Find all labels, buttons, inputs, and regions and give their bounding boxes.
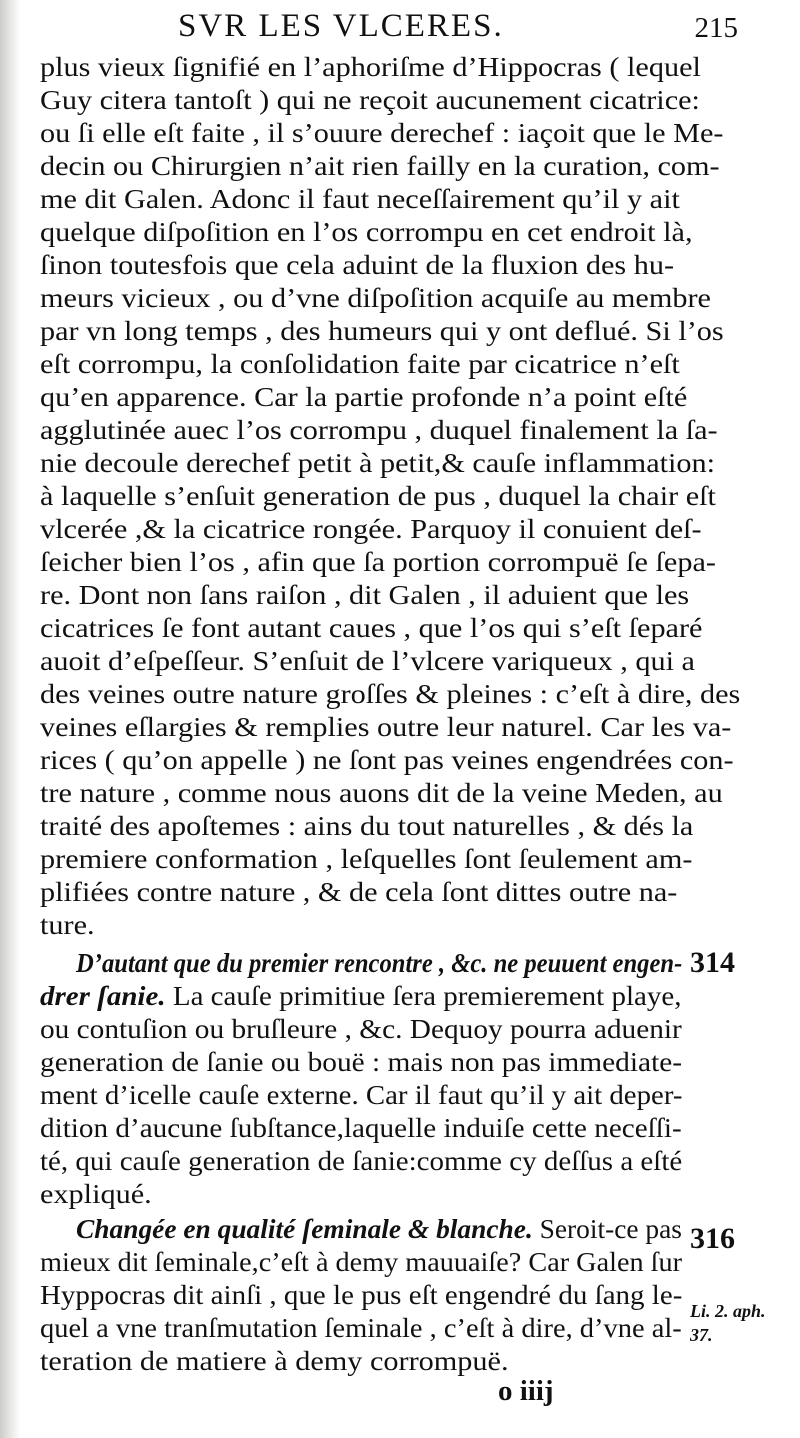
- text-line: rices ( qu’on appelle ) ne ſont pas veines engendrées con-: [40, 745, 734, 775]
- text-line: generation de ſanie ou bouë : mais non pas immediate-: [40, 1047, 683, 1077]
- margin-note: 37.: [690, 1325, 713, 1345]
- text-line: plifiées contre nature , & de cela ſont dittes outre na-: [40, 877, 678, 907]
- text-line: veines eſlargies & remplies outre leur naturel. Car les va-: [40, 712, 732, 742]
- page-gutter-shadow: [0, 0, 22, 1438]
- text-line: à laquelle s’enſuit generation de pus , duquel la chair eſt: [40, 481, 716, 511]
- text-line: vlcerée ,& la cicatrice rongée. Parquoy il conuient deſ-: [40, 514, 702, 544]
- text-line: agglutinée auec l’os corrompu , duquel finalement la ſa-: [40, 415, 718, 445]
- margin-note: Li. 2. aph.: [690, 1301, 766, 1321]
- page-number: 215: [694, 12, 738, 44]
- text-line: ture.: [40, 910, 95, 940]
- text-line: plus vieux ſignifié en l’aphoriſme d’Hippocras ( lequel: [40, 52, 701, 82]
- text-line: Hyppocras dit ainſi , que le pus eſt engendré du ſang le-: [40, 1280, 683, 1310]
- text-line: cicatrices ſe font autant caues , que l’os qui s’eſt ſeparé: [40, 613, 703, 643]
- text-line: traité des apoſtemes : ains du tout naturelles , & dés la: [40, 811, 694, 841]
- text-line: decin ou Chirurgien n’ait rien failly en la curation, com-: [40, 151, 720, 181]
- text-line: té, qui cauſe generation de ſanie:comme cy deſſus a eſté: [40, 1146, 683, 1176]
- text-line: meurs vicieux , ou d’vne diſpoſition acquiſe au membre: [40, 283, 711, 313]
- text-line: teration de matiere à demy corrompuë.: [40, 1346, 509, 1376]
- text-line: me dit Galen. Adonc il faut neceſſairement qu’il y ait: [40, 184, 680, 214]
- text-line: dition d’aucune ſubſtance,laquelle induiſe cette neceſſi-: [40, 1113, 682, 1143]
- text-line: ment d’icelle cauſe externe. Car il faut qu’il y ait deper-: [40, 1080, 683, 1110]
- text-line: nie decoule derechef petit à petit,& cauſe inflammation:: [40, 448, 716, 478]
- text-line: par vn long temps , des humeurs qui y ont deflué. Si l’os: [40, 316, 724, 346]
- text-line: quelque diſpoſition en l’os corrompu en cet endroit là,: [40, 217, 693, 247]
- text-line: [40, 979, 681, 1013]
- text-line: mieux dit ſeminale,c’eſt à demy mauuaiſe? Car Galen ſur: [40, 1247, 683, 1277]
- text-line: ou ſi elle eſt faite , il s’ouure derechef : iaçoit que le Me-: [40, 118, 724, 148]
- text-line: auoit d’eſpeſſeur. S’enſuit de l’vlcere variqueux , qui a: [40, 646, 695, 676]
- text-line: premiere conformation , leſquelles ſont ſeulement am-: [40, 844, 693, 874]
- text-run: Seroit-ce pas: [532, 1214, 682, 1244]
- text-line: ou contuſion ou bruſleure , &c. Dequoy pourra aduenir: [40, 1014, 682, 1044]
- text-line: ſeicher bien l’os , afin que ſa portion corrompuë ſe ſepa-: [40, 547, 716, 577]
- paragraph-number: 316: [690, 1222, 735, 1255]
- paragraph-number: 314: [690, 946, 735, 979]
- signature-mark: o iiij: [498, 1375, 554, 1407]
- lemma-text: Changée en qualité ſeminale & blanche.: [76, 1214, 533, 1244]
- text-line: ſinon toutesfois que cela aduint de la fluxion des hu-: [40, 250, 675, 280]
- text-line: quel a vne tranſmutation ſeminale , c’eſt à dire, d’vne al-: [40, 1313, 682, 1343]
- text-line: expliqué.: [40, 1179, 152, 1209]
- text-line: [76, 1212, 682, 1246]
- running-head: [178, 6, 738, 46]
- running-title: SVR LES VLCERES.: [178, 8, 504, 44]
- lemma-text: drer ſanie.: [40, 981, 166, 1011]
- text-line: eſt corrompu, la conſolidation faite par cicatrice n’eſt: [40, 349, 680, 379]
- text-line: des veines outre nature groſſes & pleines : c’eſt à dire, des: [40, 679, 741, 709]
- text-line: Guy citera tantoſt ) qui ne reçoit aucunement cicatrice:: [40, 85, 700, 115]
- lemma-line: [76, 946, 682, 980]
- lemma-text: D’autant que du premier rencontre , &c. ne peuuent engen-: [76, 948, 683, 978]
- text-line: qu’en apparence. Car la partie profonde n’a point eſté: [40, 382, 688, 412]
- text-run: La cauſe primitiue ſera premierement playe,: [165, 981, 682, 1011]
- text-line: re. Dont non ſans raiſon , dit Galen , il aduient que les: [40, 580, 690, 610]
- text-line: tre nature , comme nous auons dit de la veine Meden, au: [40, 778, 723, 808]
